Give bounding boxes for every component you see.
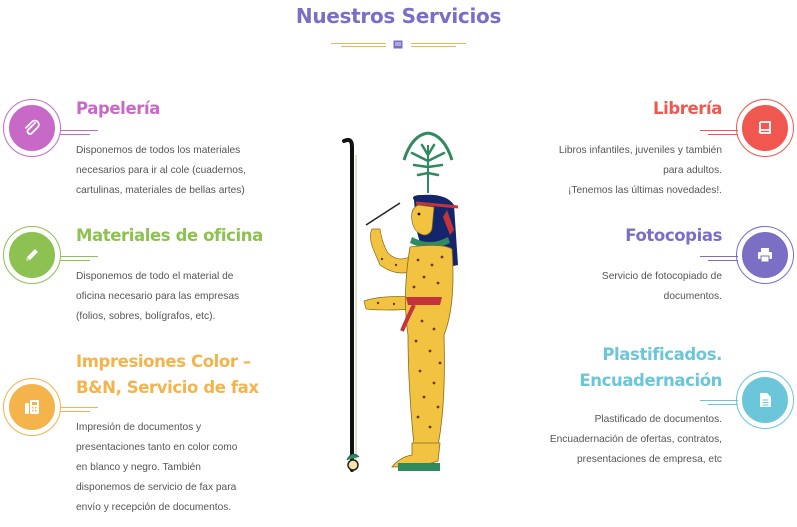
service-oficina bbox=[76, 223, 316, 327]
printer-icon bbox=[755, 245, 775, 265]
service-fotocopias bbox=[490, 223, 722, 307]
libreria-icon-circle[interactable] bbox=[739, 102, 791, 154]
description-line: Encuadernación de ofertas, contratos, bbox=[549, 434, 722, 445]
title-divider bbox=[331, 38, 466, 54]
service-title: Materiales de oficina bbox=[76, 226, 263, 245]
service-description bbox=[76, 267, 316, 327]
title-line: Encuadernación bbox=[579, 371, 722, 390]
description-line: documentos. bbox=[663, 291, 722, 302]
service-impresiones bbox=[76, 349, 316, 518]
pencil-icon bbox=[22, 245, 42, 265]
description-line: envío y recepción de documentos. bbox=[76, 502, 232, 513]
impresiones-icon-circle[interactable] bbox=[6, 381, 58, 433]
service-papeleria bbox=[76, 96, 306, 201]
description-line: presentaciones de empresa, etc bbox=[577, 454, 722, 465]
service-libreria bbox=[490, 96, 722, 201]
service-description bbox=[490, 141, 722, 201]
title-line: B&N, Servicio de fax bbox=[76, 378, 259, 397]
description-line: Disponemos de todos los materiales bbox=[76, 145, 241, 156]
service-title bbox=[76, 349, 316, 401]
service-description bbox=[76, 418, 316, 518]
book-icon bbox=[755, 118, 775, 138]
description-line: Disponemos de todo el material de bbox=[76, 271, 234, 282]
book-icon bbox=[393, 40, 403, 49]
fotocopias-icon-circle[interactable] bbox=[739, 229, 791, 281]
description-line: en blanco y negro. También bbox=[76, 462, 201, 473]
service-description bbox=[490, 267, 722, 307]
document-icon bbox=[755, 390, 775, 410]
paperclip-icon bbox=[22, 118, 42, 138]
description-line: cartulinas, materiales de bellas artes) bbox=[76, 185, 245, 196]
description-line: oficina necesario para las empresas bbox=[76, 291, 240, 302]
description-line: (folios, sobres, bolígrafos, etc). bbox=[76, 311, 216, 322]
oficina-icon-circle[interactable] bbox=[6, 229, 58, 281]
description-line: necesarios para ir al cole (cuadernos, bbox=[76, 165, 246, 176]
papeleria-icon-circle[interactable] bbox=[6, 102, 58, 154]
service-title bbox=[490, 342, 722, 394]
title-line: Plastificados. bbox=[602, 345, 722, 364]
plastificados-icon-circle[interactable] bbox=[739, 374, 791, 426]
egyptian-goddess-illustration bbox=[322, 125, 472, 477]
description-line: Libros infantiles, juveniles y también bbox=[558, 145, 722, 156]
description-line: Impresión de documentos y bbox=[76, 422, 202, 433]
description-line: Plastificado de documentos. bbox=[594, 414, 722, 425]
service-description bbox=[76, 141, 306, 201]
service-description bbox=[490, 410, 722, 470]
section-title: Nuestros Servicios bbox=[295, 4, 502, 28]
service-title: Librería bbox=[652, 99, 722, 118]
service-title: Fotocopias bbox=[625, 226, 722, 245]
description-line: presentaciones tanto en color como bbox=[76, 442, 238, 453]
description-line: disponemos de servicio de fax para bbox=[76, 482, 237, 493]
title-line: Impresiones Color – bbox=[76, 352, 251, 371]
description-line: ¡Tenemos las últimas novedades!. bbox=[567, 185, 722, 196]
fax-icon bbox=[22, 397, 42, 417]
description-line: Servicio de fotocopiado de bbox=[601, 271, 722, 282]
description-line: para adultos. bbox=[663, 165, 722, 176]
service-plastificados bbox=[490, 342, 722, 470]
service-title: Papelería bbox=[76, 99, 160, 118]
